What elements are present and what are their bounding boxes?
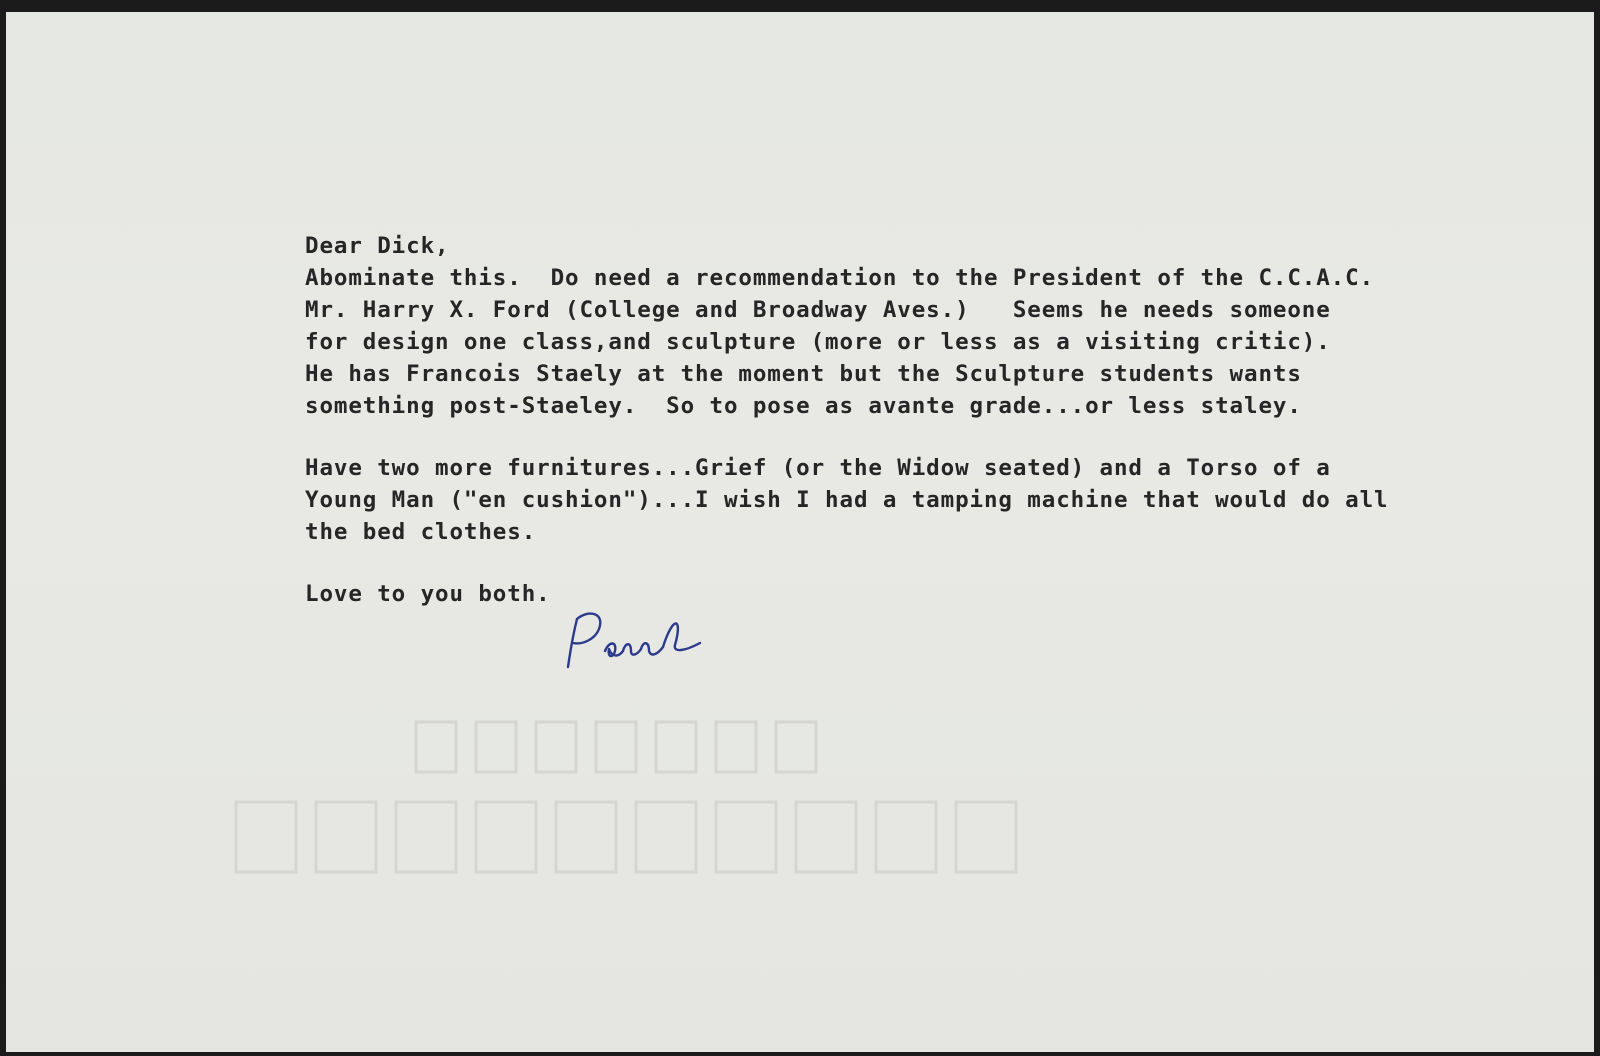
closing: Love to you both. — [305, 581, 551, 607]
paragraph-2-line: Young Man ("en cushion")...I wish I had a tamping machine that would do all — [305, 487, 1389, 513]
paragraph-2-line: the bed clothes. — [305, 519, 537, 545]
letter-body — [305, 230, 1555, 610]
salutation: Dear Dick, — [305, 233, 450, 259]
handwritten-signature — [565, 605, 725, 685]
paragraph-spacer — [305, 422, 1555, 452]
paragraph-1-line: for design one class,and sculpture (more or less as a visiting critic). — [305, 329, 1331, 355]
paragraph-1-line: He has Francois Staely at the moment but the Sculpture students wants — [305, 361, 1302, 387]
paragraph-1 — [305, 262, 1555, 422]
paragraph-1-line: Abominate this. Do need a recommendation to the President of the C.C.A.C. — [305, 265, 1375, 291]
paragraph-1-line: Mr. Harry X. Ford (College and Broadway Aves.) Seems he needs someone — [305, 297, 1331, 323]
bleed-through-letterhead — [226, 712, 1126, 892]
paragraph-spacer — [305, 548, 1555, 578]
paragraph-1-line: something post-Staeley. So to pose as avante grade...or less staley. — [305, 393, 1302, 419]
paragraph-2-line: Have two more furnitures...Grief (or the Widow seated) and a Torso of a — [305, 455, 1331, 481]
paragraph-2 — [305, 452, 1555, 548]
